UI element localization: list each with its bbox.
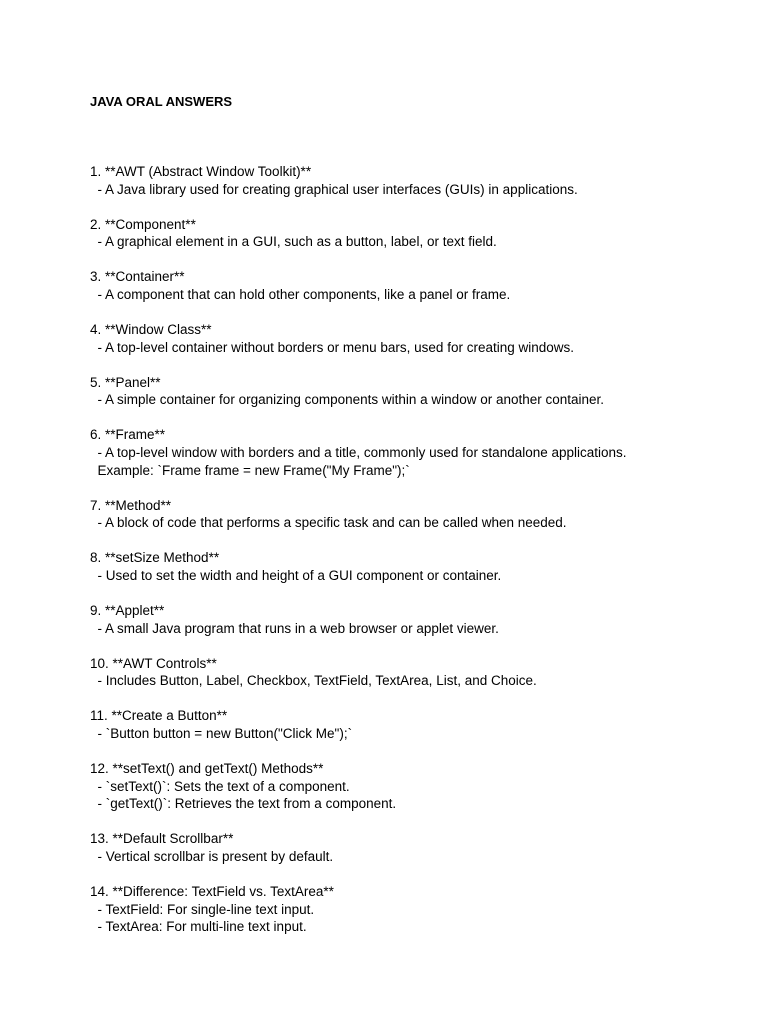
answer-detail-line: - `getText()`: Retrieves the text from a component. <box>90 796 397 812</box>
answer-item <box>90 374 750 409</box>
document-title: JAVA ORAL ANSWERS <box>90 94 233 109</box>
answer-detail-line: - Used to set the width and height of a GUI component or container. <box>90 568 502 583</box>
answer-detail-line: - Includes Button, Label, Checkbox, TextField, TextArea, List, and Choice. <box>90 673 537 689</box>
answer-item <box>90 602 750 637</box>
answer-item <box>90 321 750 356</box>
answer-list <box>90 163 750 936</box>
answer-item <box>90 497 750 532</box>
answer-detail-line: - Vertical scrollbar is present by default. <box>90 849 334 865</box>
answer-item <box>90 163 750 198</box>
answer-detail-line: - A top-level window with borders and a title, commonly used for standalone applications. <box>90 445 627 461</box>
answer-item <box>90 268 750 303</box>
answer-detail-line: Example: `Frame frame = new Frame("My Frame");` <box>90 462 410 478</box>
answer-item <box>90 707 750 742</box>
answer-heading: 3. **Container** <box>90 269 185 285</box>
document-page <box>90 93 750 953</box>
answer-heading: 10. **AWT Controls** <box>90 655 217 671</box>
answer-detail-line: - A Java library used for creating graphical user interfaces (GUIs) in applications. <box>90 181 578 197</box>
answer-detail-line: - A graphical element in a GUI, such as a button, label, or text field. <box>90 234 497 250</box>
answer-detail-line: - A block of code that performs a specific task and can be called when needed. <box>90 515 567 531</box>
answer-detail-line: - TextField: For single-line text input. <box>90 901 315 917</box>
answer-detail-line: - TextArea: For multi-line text input. <box>90 919 307 935</box>
answer-detail-line: - A small Java program that runs in a web browser or applet viewer. <box>90 620 499 636</box>
answer-heading: 1. **AWT (Abstract Window Toolkit)** <box>90 164 312 179</box>
answer-item <box>90 426 750 479</box>
answer-heading: 14. **Difference: TextField vs. TextArea** <box>90 884 334 900</box>
answer-heading: 7. **Method** <box>90 497 172 513</box>
answer-detail-line: - A component that can hold other components, like a panel or frame. <box>90 286 511 302</box>
answer-detail-line: - A simple container for organizing components within a window or another container. <box>90 392 605 408</box>
answer-item <box>90 549 750 584</box>
answer-heading: 8. **setSize Method** <box>90 550 220 566</box>
answer-heading: 9. **Applet** <box>90 603 165 619</box>
answer-heading: 2. **Component** <box>90 216 196 232</box>
answer-item <box>90 883 750 936</box>
answer-detail-line: - `setText()`: Sets the text of a component. <box>90 778 350 794</box>
answer-heading: 12. **setText() and getText() Methods** <box>90 761 324 777</box>
answer-detail-line: - A top-level container without borders or menu bars, used for creating windows. <box>90 339 574 355</box>
answer-detail-line: - `Button button = new Button("Click Me");` <box>90 726 353 742</box>
answer-item <box>90 216 750 251</box>
answer-item <box>90 830 750 865</box>
answer-heading: 5. **Panel** <box>90 374 161 390</box>
answer-heading: 11. **Create a Button** <box>90 708 228 724</box>
answer-heading: 13. **Default Scrollbar** <box>90 831 234 847</box>
answer-item <box>90 655 750 690</box>
answer-heading: 6. **Frame** <box>90 427 166 443</box>
answer-heading: 4. **Window Class** <box>90 322 212 338</box>
answer-item <box>90 760 750 813</box>
